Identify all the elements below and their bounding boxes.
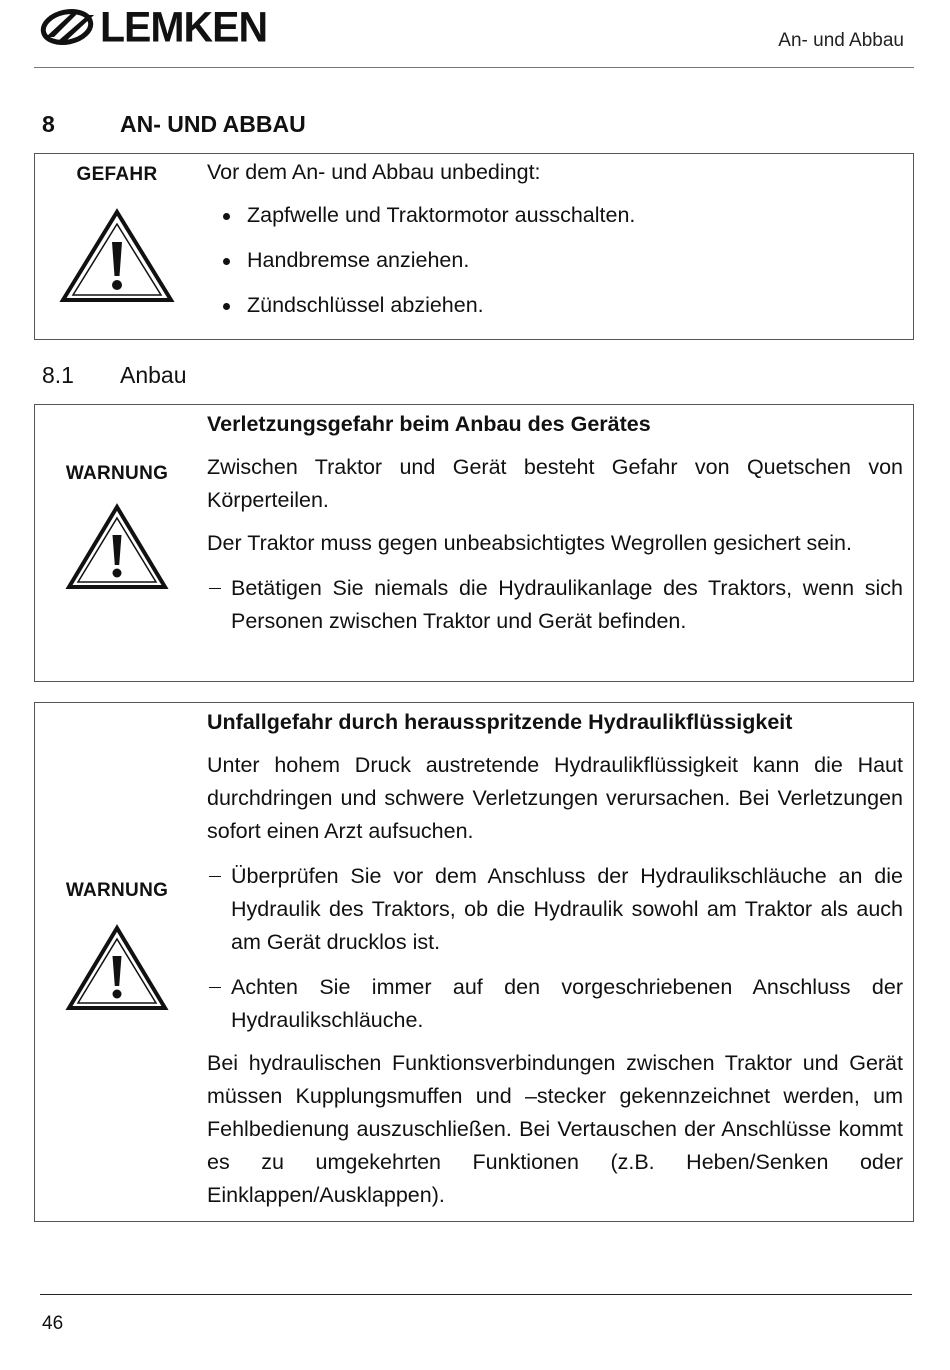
- list-item: Handbremse anziehen.: [207, 244, 903, 277]
- lemken-logo-icon: [40, 7, 98, 47]
- bullet-icon: [223, 303, 230, 310]
- dash-icon: [209, 588, 221, 589]
- list-item: Zapfwelle und Traktormotor ausschalten.: [207, 199, 903, 232]
- header-divider: [34, 67, 914, 68]
- warning-2-paragraph-2: Bei hydraulischen Funktionsverbindungen zwischen Traktor und Gerät müssen Kupplungsmuffen und –stecker gekennzeichnet werden, um Fehlbedienung auszuschließen. Bei Vertauschen der Anschlüsse kommt es zu umgekehrten Funktionen (z.B. Heben/Senken oder Einklappen/Ausklappen).: [207, 1051, 903, 1207]
- danger-notice-box: [34, 153, 914, 340]
- dash-icon: [209, 987, 221, 988]
- warning-1-content: [207, 408, 903, 638]
- brand-logo: [40, 0, 267, 54]
- running-header-title: An- und Abbau: [778, 30, 904, 51]
- chapter-number: 8: [42, 111, 55, 137]
- warning-1-instruction: Betätigen Sie niemals die Hydraulikanlage des Traktors, wenn sich Personen zwischen Traktor und Gerät befinden.: [207, 572, 903, 638]
- warning-2-instruction-1: Überprüfen Sie vor dem Anschluss der Hydraulikschläuche an die Hydraulik des Traktors, ob die Hydraulik sowohl am Traktor als auch am Gerät drucklos ist.: [207, 860, 903, 959]
- warning-notice-box-1: [34, 404, 914, 682]
- brand-name: LEMKEN: [100, 2, 268, 51]
- warning-signal-word: WARNUNG: [65, 463, 169, 484]
- dash-icon: [209, 876, 221, 877]
- warning-1-title: Verletzungsgefahr beim Anbau des Gerätes: [207, 412, 651, 436]
- warning-triangle-icon: [59, 208, 175, 304]
- warning-triangle-icon: [65, 503, 169, 591]
- danger-intro: Vor dem An- und Abbau unbedingt:: [207, 160, 541, 184]
- chapter-title: AN- UND ABBAU: [120, 111, 306, 137]
- warning-1-paragraph-2: Der Traktor muss gegen unbeabsichtigtes Wegrollen gesichert sein.: [207, 531, 852, 555]
- warning-1-paragraph-1: Zwischen Traktor und Gerät besteht Gefahr von Quetschen von Körperteilen.: [207, 455, 903, 512]
- bullet-icon: [223, 213, 230, 220]
- warning-signal-word: WARNUNG: [65, 880, 169, 901]
- warning-triangle-icon: [65, 924, 169, 1012]
- section-heading: [42, 362, 187, 389]
- warning-2-paragraph-1: Unter hohem Druck austretende Hydraulikflüssigkeit kann die Haut durchdringen und schwere Verletzungen verursachen. Bei Verletzungen sofort einen Arzt aufsuchen.: [207, 753, 903, 843]
- bullet-icon: [223, 258, 230, 265]
- chapter-heading: [42, 111, 306, 138]
- warning-2-content: [207, 706, 903, 1212]
- footer-divider: [40, 1294, 912, 1295]
- section-number: 8.1: [42, 362, 74, 388]
- danger-signal-word: GEFAHR: [76, 164, 158, 185]
- list-item: Zündschlüssel abziehen.: [207, 289, 903, 322]
- warning-2-instruction-2: Achten Sie immer auf den vorgeschriebenen Anschluss der Hydraulikschläuche.: [207, 971, 903, 1037]
- warning-2-title: Unfallgefahr durch herausspritzende Hydraulikflüssigkeit: [207, 710, 793, 734]
- danger-content: [207, 156, 903, 322]
- section-title: Anbau: [120, 362, 187, 388]
- warning-notice-box-2: [34, 702, 914, 1222]
- danger-checklist: [207, 199, 903, 322]
- page-number: 46: [42, 1313, 64, 1334]
